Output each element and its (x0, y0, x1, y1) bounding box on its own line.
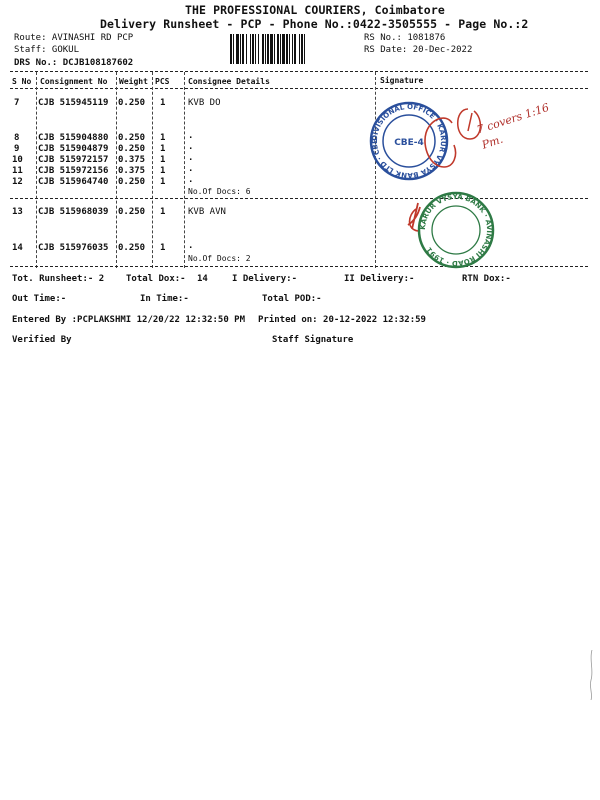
row-weight: 0.250 (118, 177, 146, 187)
row-sno: 14 (12, 243, 23, 253)
col-header-consignee: Consignee Details (188, 77, 270, 86)
row-consignee: . (188, 175, 194, 185)
row-consignee: KVB AVN (188, 207, 226, 217)
row-consignee: . (188, 241, 194, 251)
row-consignee: . (188, 142, 194, 152)
row-consignment: CJB 515972157 (38, 155, 109, 165)
group1-docs-count: No.Of Docs: 6 (188, 187, 251, 196)
row-weight: 0.250 (118, 207, 146, 217)
route: Route: AVINASHI RD PCP (14, 33, 134, 43)
total-dox-label: Total Dox:- (126, 274, 186, 284)
row-sno: 8 (14, 133, 20, 143)
svg-text:CBE-4: CBE-4 (394, 138, 424, 148)
row-weight: 0.250 (118, 133, 146, 143)
row-consignment: CJB 515976035 (38, 243, 109, 253)
verified-by: Verified By (12, 335, 72, 345)
row-weight: 0.375 (118, 155, 146, 165)
row-pcs: 1 (160, 177, 166, 187)
total-dox-value: 14 (197, 274, 208, 284)
row-consignment: CJB 515904879 (38, 144, 109, 154)
i-delivery: I Delivery:- (232, 274, 298, 284)
total-runsheet: Tot. Runsheet:- 2 (12, 274, 105, 284)
row-sno: 9 (14, 144, 20, 154)
col-header-consignment: Consignment No (40, 77, 108, 86)
ii-delivery: II Delivery:- (344, 274, 415, 284)
row-sno: 13 (12, 207, 23, 217)
row-weight: 0.250 (118, 144, 146, 154)
row-consignee: KVB DO (188, 98, 221, 108)
rs-number: RS No.: 1081876 (364, 33, 446, 43)
row-pcs: 1 (160, 243, 166, 253)
row-sno: 12 (12, 177, 23, 187)
scan-artifact (586, 650, 596, 700)
row-pcs: 1 (160, 166, 166, 176)
staff: Staff: GOKUL (14, 45, 80, 55)
row-weight: 0.375 (118, 166, 146, 176)
row-consignment: CJB 515972156 (38, 166, 109, 176)
printed-on: Printed on: 20-12-2022 12:32:59 (258, 315, 426, 325)
barcode (230, 34, 358, 64)
row-pcs: 1 (160, 98, 166, 108)
col-header-weight: Weight (119, 77, 148, 86)
row-consignment: CJB 515945119 (38, 98, 109, 108)
out-time: Out Time:- (12, 294, 67, 304)
row-weight: 0.250 (118, 98, 146, 108)
row-consignee: . (188, 153, 194, 163)
runsheet-title: Delivery Runsheet - PCP - Phone No.:0422-3505555 - Page No.:2 (100, 17, 529, 31)
row-sno: 11 (12, 166, 23, 176)
row-pcs: 1 (160, 155, 166, 165)
total-pod: Total POD:- (262, 294, 322, 304)
row-pcs: 1 (160, 133, 166, 143)
row-consignment: CJB 515904880 (38, 133, 109, 143)
row-consignment: CJB 515964740 (38, 177, 109, 187)
rs-date: RS Date: 20-Dec-2022 (364, 45, 473, 55)
drs-number: DRS No.: DCJB108187602 (14, 58, 134, 68)
row-consignment: CJB 515968039 (38, 207, 109, 217)
svg-text:KARUR VYSYA BANK · AVINASHI RO: KARUR VYSYA BANK · AVINASHI ROAD · 1991 (418, 192, 494, 268)
row-consignee: . (188, 164, 194, 174)
entered-by: Entered By :PCPLAKSHMI 12/20/22 12:32:50 PM (12, 315, 245, 325)
row-weight: 0.250 (118, 243, 146, 253)
svg-text:DIVISIONAL OFFICE · KARUR VYSY: DIVISIONAL OFFICE · KARUR VYSYA BANK LTD · CBE (370, 102, 448, 180)
handwritten-note: 7 covers 1:16 Pm. (475, 100, 551, 152)
rtn-dox: RTN Dox:- (462, 274, 511, 284)
in-time: In Time:- (140, 294, 189, 304)
row-sno: 7 (14, 98, 20, 108)
col-header-pcs: PCS (155, 77, 170, 86)
company-title: THE PROFESSIONAL COURIERS, Coimbatore (185, 3, 445, 17)
row-pcs: 1 (160, 144, 166, 154)
col-header-sno: S No (12, 77, 32, 86)
group2-docs-count: No.Of Docs: 2 (188, 254, 251, 263)
col-header-signature: Signature (380, 76, 424, 85)
row-pcs: 1 (160, 207, 166, 217)
row-sno: 10 (12, 155, 23, 165)
staff-signature: Staff Signature (272, 335, 354, 345)
row-consignee: . (188, 131, 194, 141)
